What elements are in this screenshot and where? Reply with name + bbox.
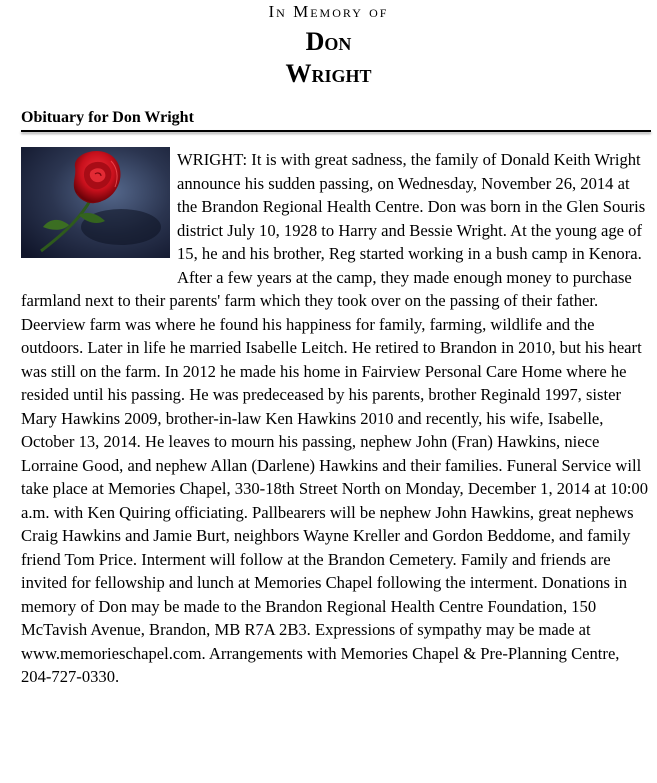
photo-spacer bbox=[21, 148, 173, 266]
deceased-last-name: Wright bbox=[285, 59, 372, 88]
obituary-section-title: Obituary for Don Wright bbox=[21, 109, 194, 126]
section-divider bbox=[21, 130, 651, 132]
obituary-text: WRIGHT: It is with great sadness, the family of Donald Keith Wright announce his sudden passing, on Wednesday, November 26, 2014 at the Brandon Regional Health Centre. Don was born in the Glen Souris district July 10, 1928 to Harry and Bessie Wright. At the young age of 15, he and his brother, Reg started working in a bush camp in Kenora. After a few years at the camp, they made enough money to purchase farmland next to their parents' farm which they took over on the passing of their father. Deerview farm was where he found his happiness for family, farming, wildlife and the outdoors. Later in life he married Isabelle Leitch. He retired to Brandon in 2010, but his heart was still on the farm. In 2012 he made his home in Fairview Personal Care Home where he resided until his passing. He was predeceased by his parents, brother Reginald 1997, sister Mary Hawkins 2009, brother-in-law Ken Hawkins 2010 and recently, his wife, Isabelle, October 13, 2014. He leaves to mourn his passing, nephew John (Fran) Hawkins, niece Lorraine Good, and nephew Allan (Darlene) Hawkins and their families. Funeral Service will take place at Memories Chapel, 330-18th Street North on Monday, December 1, 2014 at 10:00 a.m. with Ken Quiring officiating. Pallbearers will be nephew John Hawkins, great nephews Craig Hawkins and Jamie Burt, neighbors Wayne Kreller and Gordon Beddome, and family friend Tom Price. Interment will follow at the Brandon Cemetery. Family and friends are invited for fellowship and lunch at Memories Chapel following the interment. Donations in memory of Don may be made to the Brandon Regional Health Centre Foundation, 150 McTavish Avenue, Brandon, MB R7A 2B3. Expressions of sympathy may be made at www.memorieschapel.com. Arrangements with Memories Chapel & Pre-Planning Centre, 204-727-0330. bbox=[21, 150, 649, 686]
memorial-caption: In Memory of bbox=[268, 2, 389, 21]
deceased-first-name: Don bbox=[305, 27, 352, 56]
obituary-text-block bbox=[21, 148, 653, 689]
